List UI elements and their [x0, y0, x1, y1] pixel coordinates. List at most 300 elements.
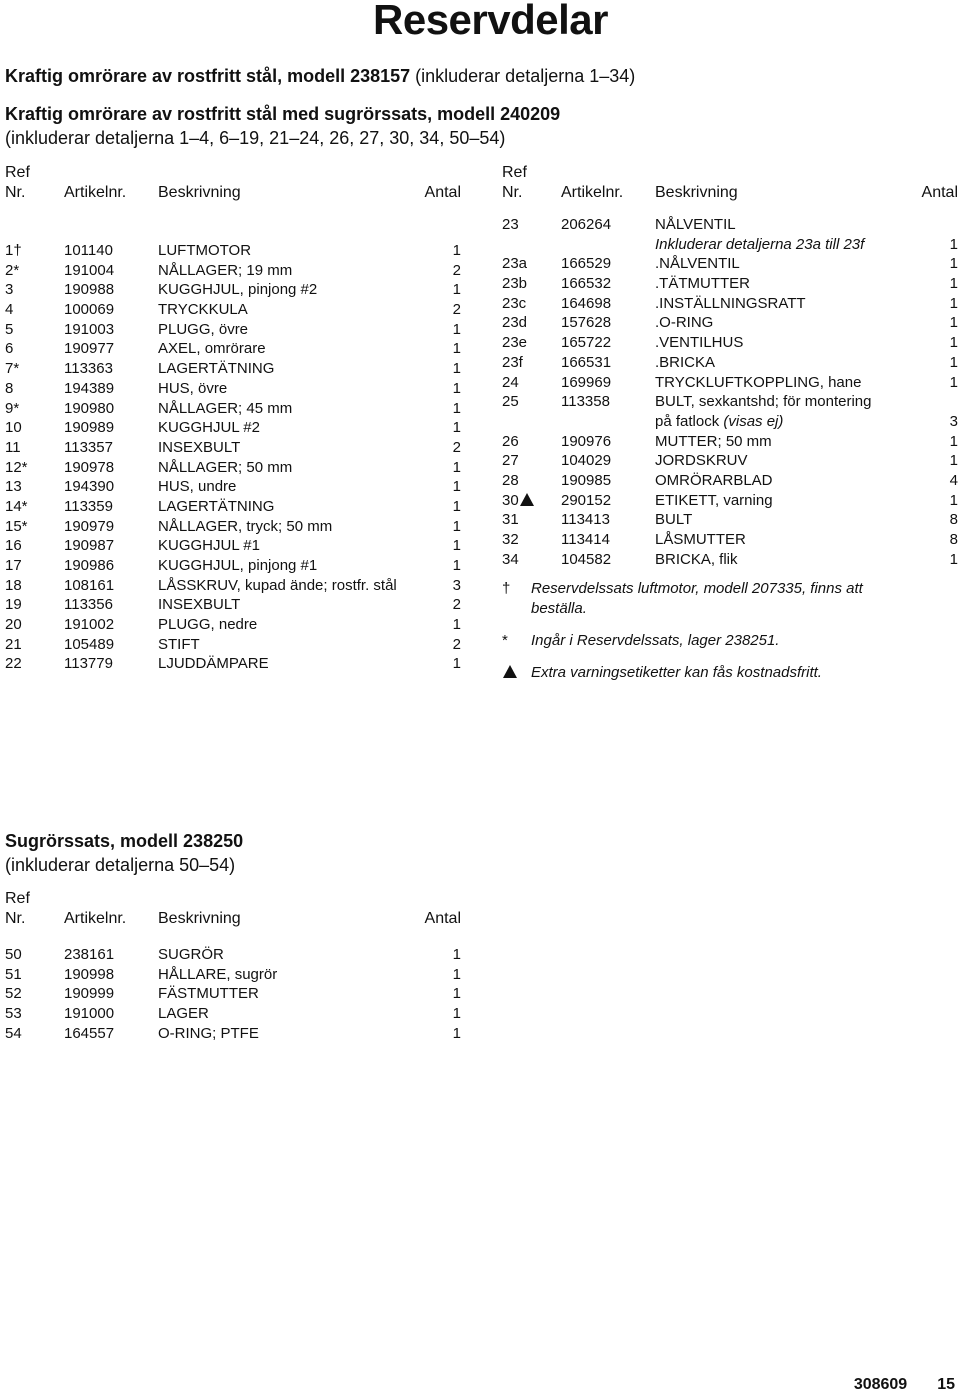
cell-article-number: 104029: [561, 452, 612, 470]
footnote-text: Ingår i Reservdelssats, lager 238251.: [531, 632, 780, 649]
description-text: .VENTILHUS: [655, 334, 744, 352]
cell-article-number: 190985: [561, 471, 612, 489]
ref-number: 10: [5, 419, 22, 437]
cell-description: [158, 339, 428, 359]
page-footer: [854, 1376, 955, 1396]
cell-article-number: 113413: [561, 511, 610, 529]
table-row: [502, 333, 958, 353]
ref-number: 50: [5, 946, 22, 963]
cell-description: [158, 635, 428, 655]
description-text: BULT, sexkantshd; för montering: [655, 393, 872, 411]
ref-number: 23d: [502, 314, 528, 332]
ref-number: 51: [5, 965, 22, 983]
cell-quantity: 1: [949, 255, 958, 273]
cell-description: [655, 392, 925, 431]
cell-quantity: 1: [452, 1005, 461, 1023]
cell-article-number: 190977: [64, 340, 115, 358]
description-text: .TÄTMUTTER: [655, 275, 750, 293]
cell-quantity: 1: [452, 965, 461, 983]
cell-quantity: 4: [949, 471, 958, 489]
description-text: .NÅLVENTIL: [655, 255, 740, 273]
cell-article-number: 190978: [64, 458, 115, 476]
table-row: [5, 576, 461, 596]
ref-number: 31: [502, 511, 519, 529]
cell-article-number: 108161: [64, 576, 115, 594]
cell-ref: [5, 359, 19, 379]
cell-article-number: 100069: [64, 301, 115, 319]
cell-quantity: 1: [949, 432, 958, 450]
description-text: HÅLLARE, sugrör: [158, 965, 278, 983]
description-text: KUGGHJUL #1: [158, 537, 260, 555]
cell-description: [158, 984, 428, 1004]
ref-number: 19: [5, 596, 22, 614]
ref-number: 23f: [502, 353, 523, 371]
table-body: [5, 945, 461, 1043]
heading-model-238157-includes: (inkluderar detaljerna 1–34): [410, 66, 636, 86]
description-text: LAGERTÄTNING: [158, 497, 275, 515]
cell-description: [158, 576, 428, 596]
description-text: PLUGG, övre: [158, 320, 249, 338]
description-text: LÅSMUTTER: [655, 531, 746, 549]
cell-article-number: 194389: [64, 379, 115, 397]
ref-number: 27: [502, 452, 519, 470]
cell-quantity: 1: [452, 478, 461, 496]
cell-quantity: 1: [452, 655, 461, 673]
description-text: ETIKETT, varning: [655, 491, 773, 509]
cell-article-number: 157628: [561, 314, 612, 332]
table-row: [5, 280, 461, 300]
cell-article-number: 190999: [64, 985, 115, 1003]
col-qty-header: Antal: [921, 184, 958, 201]
cell-article-number: 169969: [561, 373, 612, 391]
description-text: BRICKA, flik: [655, 550, 738, 568]
col-qty-header: Antal: [424, 184, 461, 201]
cell-article-number: 191002: [64, 616, 115, 634]
cell-article-number: 238161: [64, 946, 115, 963]
cell-quantity: 1: [949, 294, 958, 312]
ref-number: 3: [5, 281, 14, 299]
cell-article-number: 190998: [64, 965, 115, 983]
cell-ref: [5, 497, 28, 517]
cell-description: [158, 595, 428, 615]
heading-model-240209-includes: (inkluderar detaljerna 1–4, 6–19, 21–24, 26, 27, 30, 34, 50–54): [5, 128, 506, 148]
col-art-header: Artikelnr.: [561, 184, 624, 201]
cell-description: [655, 471, 925, 491]
cell-ref: [5, 438, 21, 458]
ref-number: 2*: [5, 261, 20, 279]
cell-article-number: 191003: [64, 320, 115, 338]
cell-description: [655, 510, 925, 530]
description-text: OMRÖRARBLAD: [655, 471, 773, 489]
description-text: BULT: [655, 511, 693, 529]
table-row: [5, 300, 461, 320]
col-nr-header: Nr.: [5, 910, 26, 927]
description-text: .O-RING: [655, 314, 714, 332]
cell-ref: [5, 458, 28, 478]
ref-number: 20: [5, 616, 22, 634]
cell-description: [655, 215, 925, 254]
cell-ref: [5, 1024, 22, 1044]
heading-model-240209-title: Kraftig omrörare av rostfritt stål med sugrörssats, modell 240209: [5, 104, 561, 124]
table-row: [5, 654, 461, 674]
description-text: O-RING; PTFE: [158, 1024, 259, 1042]
table-row: [5, 438, 461, 458]
footnote-asterisk: [502, 631, 922, 651]
footnote-dagger: [502, 579, 922, 619]
cell-description: [655, 333, 925, 353]
table-row: [502, 491, 958, 511]
table-row: [5, 418, 461, 438]
parts-table-left: [5, 163, 461, 674]
cell-article-number: 101140: [64, 242, 113, 259]
heading-suction-kit-title: Sugrörssats, modell 238250: [5, 831, 244, 851]
col-desc-header: Beskrivning: [655, 184, 738, 201]
cell-quantity: 1: [452, 399, 461, 417]
ref-number: 8: [5, 379, 14, 397]
table-row: [5, 261, 461, 281]
page-title: Reservdelar: [373, 0, 608, 43]
parts-table-suction: [5, 889, 461, 1043]
cell-ref: [5, 517, 28, 537]
cell-description: [655, 550, 925, 570]
heading-model-238157: [5, 64, 705, 88]
cell-ref: [5, 241, 22, 261]
heading-model-238157-title: Kraftig omrörare av rostfritt stål, modell 238157: [5, 66, 411, 86]
ref-number: 15*: [5, 517, 28, 535]
cell-article-number: 166529: [561, 255, 612, 273]
cell-ref: [5, 339, 13, 359]
cell-quantity: 2: [452, 438, 461, 456]
cell-ref: [502, 333, 527, 353]
cell-ref: [502, 215, 519, 235]
cell-article-number: 190976: [561, 432, 612, 450]
cell-article-number: 113779: [64, 655, 113, 673]
cell-ref: [5, 576, 22, 596]
cell-ref: [5, 379, 13, 399]
cell-quantity: 1: [949, 452, 958, 470]
ref-number: 21: [5, 635, 22, 653]
cell-description: [655, 491, 925, 511]
table-header: [5, 163, 461, 205]
cell-description: [655, 353, 925, 373]
cell-ref: [5, 399, 19, 419]
cell-quantity: 1: [452, 497, 461, 515]
description-note: (visas ej): [723, 412, 784, 430]
cell-description: [158, 280, 428, 300]
cell-ref: [5, 1004, 22, 1024]
cell-quantity: 1: [452, 281, 461, 299]
description-text: AXEL, omrörare: [158, 340, 266, 358]
document-number: 308609: [853, 1376, 908, 1393]
table-row: [502, 432, 958, 452]
col-art-header: Artikelnr.: [64, 184, 127, 201]
cell-description: [158, 517, 428, 537]
cell-ref: [502, 491, 534, 511]
cell-quantity: 1: [452, 379, 461, 397]
cell-ref: [5, 280, 13, 300]
table-row: [502, 550, 958, 570]
ref-number: 4: [5, 301, 14, 319]
cell-article-number: 190979: [64, 517, 115, 535]
cell-description: [158, 458, 428, 478]
cell-ref: [502, 471, 519, 491]
cell-ref: [502, 550, 519, 570]
col-nr-header: Nr.: [5, 184, 26, 201]
ref-number: 23c: [502, 294, 527, 312]
table-row: [5, 1004, 461, 1024]
cell-quantity: 1: [949, 314, 958, 332]
ref-number: 32: [502, 531, 519, 549]
ref-number: 22: [5, 655, 22, 673]
description-text: FÄSTMUTTER: [158, 985, 259, 1003]
cell-ref: [5, 320, 13, 340]
description-text: SUGRÖR: [158, 946, 224, 963]
footnote-text: Extra varningsetiketter kan fås kostnadsfritt.: [531, 664, 822, 681]
cell-ref: [5, 595, 22, 615]
cell-article-number: 190980: [64, 399, 115, 417]
cell-ref: [502, 274, 527, 294]
ref-number: 12*: [5, 458, 28, 476]
cell-quantity: 1: [452, 419, 461, 437]
description-text: NÅLLAGER; 50 mm: [158, 458, 293, 476]
cell-article-number: 113359: [64, 497, 113, 515]
ref-number: 52: [5, 985, 22, 1003]
ref-number: 18: [5, 576, 22, 594]
description-text: NÅLVENTIL: [655, 216, 736, 233]
table-row: [5, 984, 461, 1004]
cell-description: [158, 320, 428, 340]
cell-quantity: 8: [949, 531, 958, 549]
table-row: [502, 215, 958, 254]
cell-quantity: 1: [452, 458, 461, 476]
cell-ref: [502, 373, 519, 393]
cell-quantity: 1: [949, 275, 958, 293]
cell-description: [158, 615, 428, 635]
cell-quantity: 1: [949, 353, 958, 371]
col-ref-header: Ref: [5, 164, 30, 181]
table-row: [502, 353, 958, 373]
cell-ref: [502, 451, 519, 471]
cell-ref: [502, 432, 519, 452]
cell-quantity: 1: [452, 616, 461, 634]
description-text: JORDSKRUV: [655, 452, 748, 470]
cell-ref: [502, 313, 527, 333]
description-text-line2: på fatlock: [655, 412, 724, 430]
cell-description: [655, 530, 925, 550]
cell-quantity: 1: [452, 1024, 461, 1042]
page-number: 15: [937, 1376, 955, 1393]
cell-ref: [5, 536, 22, 556]
table-row: [502, 510, 958, 530]
cell-description: [158, 300, 428, 320]
table-row: [502, 451, 958, 471]
table-row: [5, 359, 461, 379]
cell-quantity: 3: [949, 412, 958, 430]
footnote-symbol: †: [502, 580, 511, 597]
cell-ref: [502, 392, 519, 412]
col-desc-header: Beskrivning: [158, 184, 241, 201]
cell-quantity: 8: [949, 511, 958, 529]
cell-description: [655, 451, 925, 471]
description-text: LUFTMOTOR: [158, 242, 252, 259]
cell-description: [158, 399, 428, 419]
col-art-header: Artikelnr.: [64, 910, 127, 927]
cell-article-number: 166531: [561, 353, 612, 371]
ref-number: 28: [502, 471, 519, 489]
cell-description: [655, 294, 925, 314]
description-text: KUGGHJUL, pinjong #1: [158, 557, 318, 574]
cell-description: [158, 945, 428, 965]
cell-quantity: 1: [452, 360, 461, 378]
cell-quantity: 2: [452, 301, 461, 319]
cell-ref: [5, 654, 22, 674]
footnotes: [502, 579, 922, 695]
cell-ref: [5, 984, 22, 1004]
cell-article-number: 113357: [64, 438, 113, 456]
cell-description: [158, 438, 428, 458]
cell-quantity: 1: [949, 235, 958, 253]
cell-quantity: 1: [452, 320, 461, 338]
ref-number: 17: [5, 557, 22, 574]
description-text: HUS, undre: [158, 478, 237, 496]
cell-quantity: 1: [452, 537, 461, 555]
cell-quantity: 1: [452, 242, 461, 259]
description-text: KUGGHJUL #2: [158, 419, 260, 437]
description-text: .BRICKA: [655, 353, 716, 371]
table-row: [5, 635, 461, 655]
table-body: [502, 215, 958, 569]
cell-quantity: 1: [452, 517, 461, 535]
cell-article-number: 113358: [561, 393, 610, 411]
ref-number: 54: [5, 1024, 22, 1042]
table-row: [5, 1024, 461, 1044]
table-row: [502, 392, 958, 431]
cell-ref: [5, 300, 13, 320]
cell-description: [655, 254, 925, 274]
cell-description: [158, 261, 428, 281]
table-row: [5, 517, 461, 537]
cell-ref: [5, 261, 19, 281]
cell-description: [158, 497, 428, 517]
parts-table-right: [502, 163, 958, 569]
description-text: TRYCKKULA: [158, 301, 248, 319]
footnote-symbol: *: [502, 632, 508, 649]
description-text: INSEXBULT: [158, 596, 241, 614]
cell-ref: [5, 615, 22, 635]
cell-description: [158, 418, 428, 438]
table-row: [502, 294, 958, 314]
cell-article-number: 290152: [561, 491, 612, 509]
warning-triangle-icon: [520, 493, 534, 506]
table-row: [5, 497, 461, 517]
ref-number: 25: [502, 393, 519, 411]
cell-article-number: 190989: [64, 419, 115, 437]
cell-quantity: 1: [949, 373, 958, 391]
table-row: [502, 373, 958, 393]
footnote-text: Reservdelssats luftmotor, modell 207335, finns att beställa.: [531, 580, 863, 617]
description-text: NÅLLAGER, tryck; 50 mm: [158, 517, 333, 535]
cell-quantity: 3: [452, 576, 461, 594]
col-nr-header: Nr.: [502, 184, 523, 201]
cell-description: [158, 359, 428, 379]
cell-ref: [5, 477, 22, 497]
cell-ref: [502, 510, 519, 530]
cell-description: [158, 536, 428, 556]
table-row: [5, 536, 461, 556]
cell-article-number: 113363: [64, 360, 113, 378]
col-ref-header: Ref: [502, 164, 527, 181]
cell-article-number: 104582: [561, 550, 612, 568]
description-text: LAGERTÄTNING: [158, 360, 275, 378]
cell-ref: [502, 254, 527, 274]
table-row: [502, 313, 958, 333]
cell-description: [158, 477, 428, 497]
description-text: LAGER: [158, 1005, 209, 1023]
description-text: NÅLLAGER; 45 mm: [158, 399, 293, 417]
cell-ref: [5, 418, 22, 438]
cell-quantity: 1: [452, 557, 461, 574]
description-text: PLUGG, nedre: [158, 616, 258, 634]
cell-ref: [502, 294, 526, 314]
cell-quantity: 2: [452, 596, 461, 614]
cell-ref: [5, 635, 22, 655]
ref-number: 26: [502, 432, 519, 450]
cell-description: [655, 432, 925, 452]
cell-quantity: 2: [452, 635, 461, 653]
description-text: HUS, övre: [158, 379, 228, 397]
cell-article-number: 105489: [64, 635, 115, 653]
cell-description: [655, 313, 925, 333]
cell-quantity: 1: [452, 340, 461, 358]
col-desc-header: Beskrivning: [158, 910, 241, 927]
description-text: STIFT: [158, 635, 200, 653]
cell-description: [158, 654, 428, 674]
cell-ref: [5, 556, 22, 576]
cell-article-number: 165722: [561, 334, 612, 352]
description-text: INSEXBULT: [158, 438, 241, 456]
footnote-triangle: [502, 663, 922, 683]
description-text: TRYCKLUFTKOPPLING, hane: [655, 373, 862, 391]
description-note: Inkluderar detaljerna 23a till 23f: [655, 235, 865, 253]
description-text: KUGGHJUL, pinjong #2: [158, 281, 318, 299]
table-row: [5, 379, 461, 399]
ref-number: 23b: [502, 275, 528, 293]
cell-description: [158, 1024, 428, 1044]
ref-number: 1†: [5, 242, 22, 259]
ref-number: 5: [5, 320, 14, 338]
cell-description: [655, 274, 925, 294]
cell-description: [158, 379, 428, 399]
ref-number: 23: [502, 216, 519, 233]
cell-article-number: 194390: [64, 478, 115, 496]
cell-ref: [502, 530, 519, 550]
description-text: MUTTER; 50 mm: [655, 432, 772, 450]
ref-number: 24: [502, 373, 519, 391]
ref-number: 23a: [502, 255, 528, 273]
ref-number: 53: [5, 1005, 22, 1023]
cell-ref: [5, 965, 22, 985]
table-body: [5, 241, 461, 674]
ref-number: 7*: [5, 360, 20, 378]
ref-number: 11: [5, 438, 21, 456]
table-row: [5, 595, 461, 615]
cell-quantity: 1: [949, 334, 958, 352]
heading-suction-kit-includes: (inkluderar detaljerna 50–54): [5, 855, 236, 875]
cell-article-number: 164557: [64, 1024, 115, 1042]
description-text: NÅLLAGER; 19 mm: [158, 261, 293, 279]
cell-description: [655, 373, 925, 393]
description-text: LÅSSKRUV, kupad ände; rostfr. stål: [158, 576, 397, 594]
